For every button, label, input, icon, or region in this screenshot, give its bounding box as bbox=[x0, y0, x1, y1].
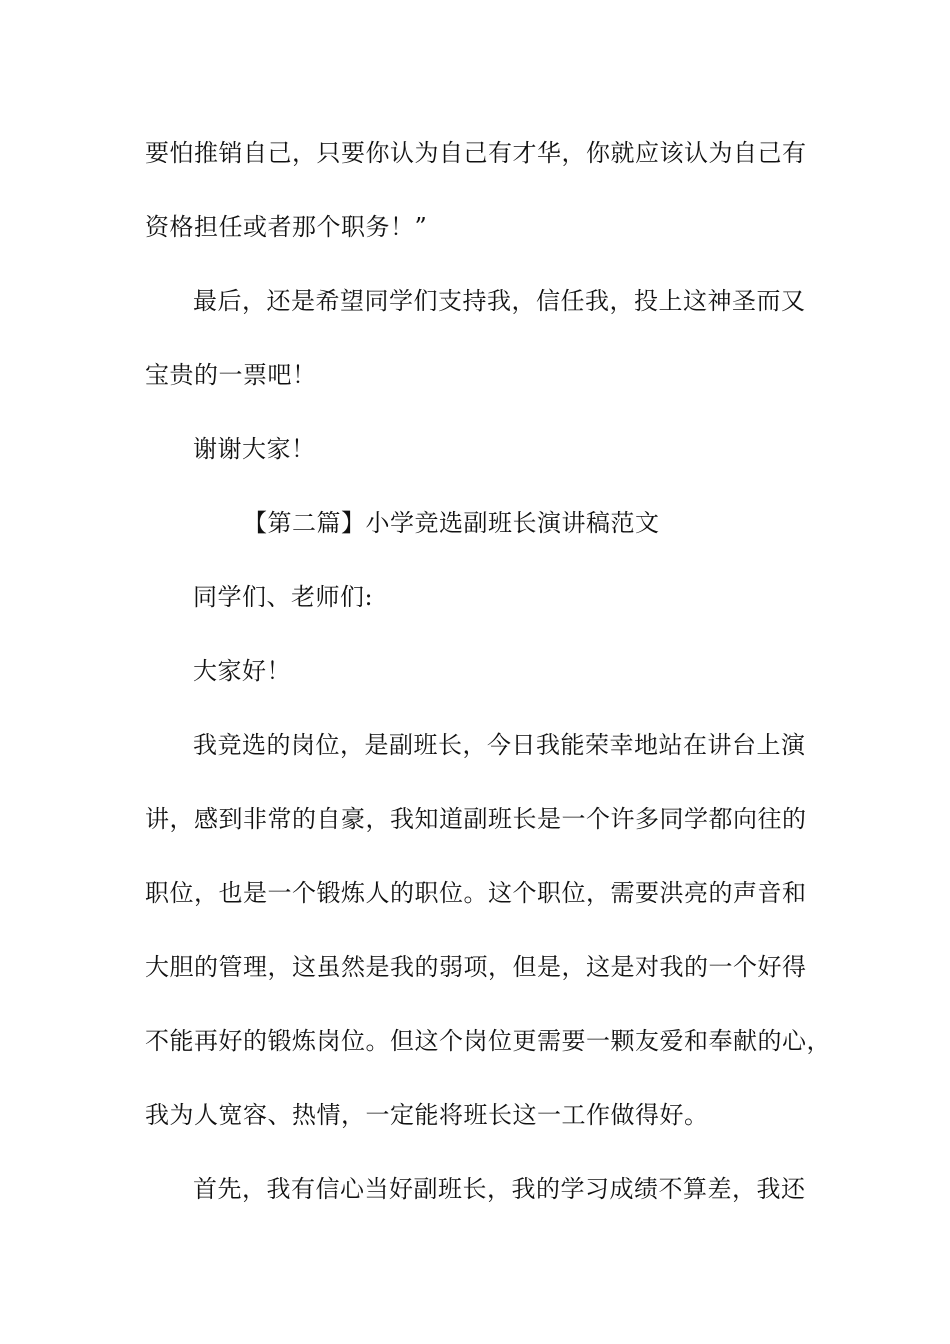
paragraph-line: 我为人宽容、热情，一定能将班长这一工作做得好。 bbox=[145, 1101, 709, 1129]
paragraph-line: 我竞选的岗位，是副班长，今日我能荣幸地站在讲台上演 bbox=[193, 731, 806, 759]
paragraph-line: 大胆的管理，这虽然是我的弱项，但是，这是对我的一个好得 bbox=[145, 953, 807, 981]
paragraph-line: 谢谢大家！ bbox=[193, 435, 316, 463]
paragraph-line: 不能再好的锻炼岗位。但这个岗位更需要一颗友爱和奉献的心， bbox=[145, 1027, 831, 1055]
paragraph-line: 最后，还是希望同学们支持我，信任我，投上这神圣而又 bbox=[193, 287, 806, 315]
salutation-line: 同学们、老师们: bbox=[193, 583, 374, 611]
paragraph-line: 首先，我有信心当好副班长，我的学习成绩不算差，我还 bbox=[193, 1175, 806, 1203]
paragraph-line: 讲，感到非常的自豪，我知道副班长是一个许多同学都向往的 bbox=[145, 805, 807, 833]
paragraph-line: 要怕推销自己，只要你认为自己有才华，你就应该认为自己有 bbox=[145, 139, 807, 167]
paragraph-line: 资格担任或者那个职务！” bbox=[145, 213, 428, 241]
paragraph-line: 宝贵的一票吧！ bbox=[145, 361, 317, 389]
paragraph-line: 职位，也是一个锻炼人的职位。这个职位，需要洪亮的声音和 bbox=[145, 879, 807, 907]
section-heading: 【第二篇】小学竞选副班长演讲稿范文 bbox=[243, 509, 660, 537]
greeting-line: 大家好！ bbox=[193, 657, 291, 685]
